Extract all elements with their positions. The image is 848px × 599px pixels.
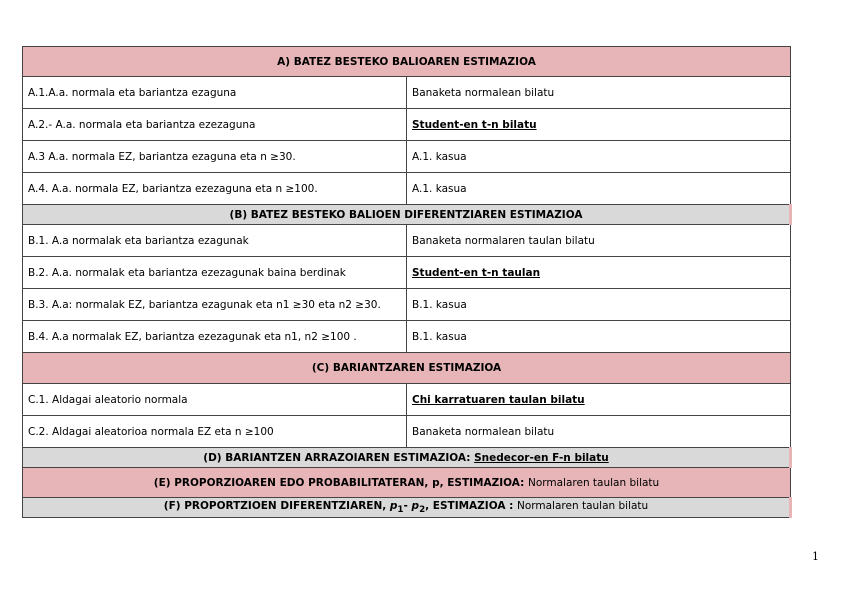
section-e-action: Normalaren taulan bilatu <box>527 476 660 489</box>
section-d-header <box>23 448 791 468</box>
table-row <box>23 384 791 416</box>
case-c2: C.2. Aldagai aleatorioa normala EZ eta n ≥100 <box>23 416 407 448</box>
action-c1-cell <box>407 384 791 416</box>
case-c1: C.1. Aldagai aleatorio normala <box>23 384 407 416</box>
case-b3: B.3. A.a: normalak EZ, bariantza ezagunak eta n1 ≥30 eta n2 ≥30. <box>23 289 407 321</box>
case-a1: A.1.A.a. normala eta bariantza ezaguna <box>23 77 407 109</box>
section-f-action: Normalaren taulan bilatu <box>516 499 649 512</box>
section-d-action: Snedecor-en F-n bilatu <box>474 451 609 464</box>
page-number: 1 <box>812 550 819 563</box>
section-c-title: (C) BARIANTZAREN ESTIMAZIOA <box>23 353 791 384</box>
case-a3: A.3 A.a. normala EZ, bariantza ezaguna eta n ≥30. <box>23 141 407 173</box>
section-e-title: (E) PROPORZIOAREN EDO PROBABILITATERAN, p, ESTIMAZIOA: <box>153 476 525 489</box>
section-e-cell <box>23 468 791 498</box>
table-row <box>23 257 791 289</box>
section-f-title-a: (F) PROPORTZIOEN DIFERENTZIAREN, <box>163 499 390 512</box>
case-b4: B.4. A.a normalak EZ, bariantza ezezagunak eta n1, n2 ≥100 . <box>23 321 407 353</box>
table-row <box>23 141 791 173</box>
action-c2: Banaketa normalean bilatu <box>407 416 791 448</box>
action-b2-cell <box>407 257 791 289</box>
table-row <box>23 416 791 448</box>
table-row <box>23 321 791 353</box>
case-b1: B.1. A.a normalak eta bariantza ezagunak <box>23 225 407 257</box>
table-row <box>23 289 791 321</box>
section-b-title: (B) BATEZ BESTEKO BALIOEN DIFERENTZIAREN ESTIMAZIOA <box>23 205 791 225</box>
section-d-cell <box>23 448 791 468</box>
case-a2: A.2.- A.a. normala eta bariantza ezezaguna <box>23 109 407 141</box>
action-a4: A.1. kasua <box>407 173 791 205</box>
formula-p2: p <box>411 499 420 512</box>
action-a2: Student-en t-n bilatu <box>412 118 537 131</box>
action-c1: Chi karratuaren taulan bilatu <box>412 393 585 406</box>
table-row <box>23 225 791 257</box>
formula-sub1: 1 <box>397 505 404 516</box>
estimation-summary-table <box>22 46 792 518</box>
table-row <box>23 109 791 141</box>
section-b-header <box>23 205 791 225</box>
formula-sub2: 2 <box>419 505 426 516</box>
action-b2: Student-en t-n taulan <box>412 266 541 279</box>
table-row <box>23 77 791 109</box>
formula-minus: - <box>403 499 412 512</box>
case-b2: B.2. A.a. normalak eta bariantza ezezagunak baina berdinak <box>23 257 407 289</box>
section-f-title-b: , ESTIMAZIOA : <box>425 499 517 512</box>
action-a1: Banaketa normalean bilatu <box>407 77 791 109</box>
action-b4: B.1. kasua <box>407 321 791 353</box>
section-d-title: (D) BARIANTZEN ARRAZOIAREN ESTIMAZIOA: <box>203 451 471 464</box>
section-c-header <box>23 353 791 384</box>
section-e-header <box>23 468 791 498</box>
formula-p1: p <box>389 499 398 512</box>
section-a-title: A) BATEZ BESTEKO BALIOAREN ESTIMAZIOA <box>23 47 791 77</box>
section-a-header <box>23 47 791 77</box>
section-f-cell <box>23 498 791 518</box>
action-b3: B.1. kasua <box>407 289 791 321</box>
action-b1: Banaketa normalaren taulan bilatu <box>407 225 791 257</box>
table-row <box>23 173 791 205</box>
action-a3: A.1. kasua <box>407 141 791 173</box>
section-f-header <box>23 498 791 518</box>
case-a4: A.4. A.a. normala EZ, bariantza ezezaguna eta n ≥100. <box>23 173 407 205</box>
action-a2-cell <box>407 109 791 141</box>
